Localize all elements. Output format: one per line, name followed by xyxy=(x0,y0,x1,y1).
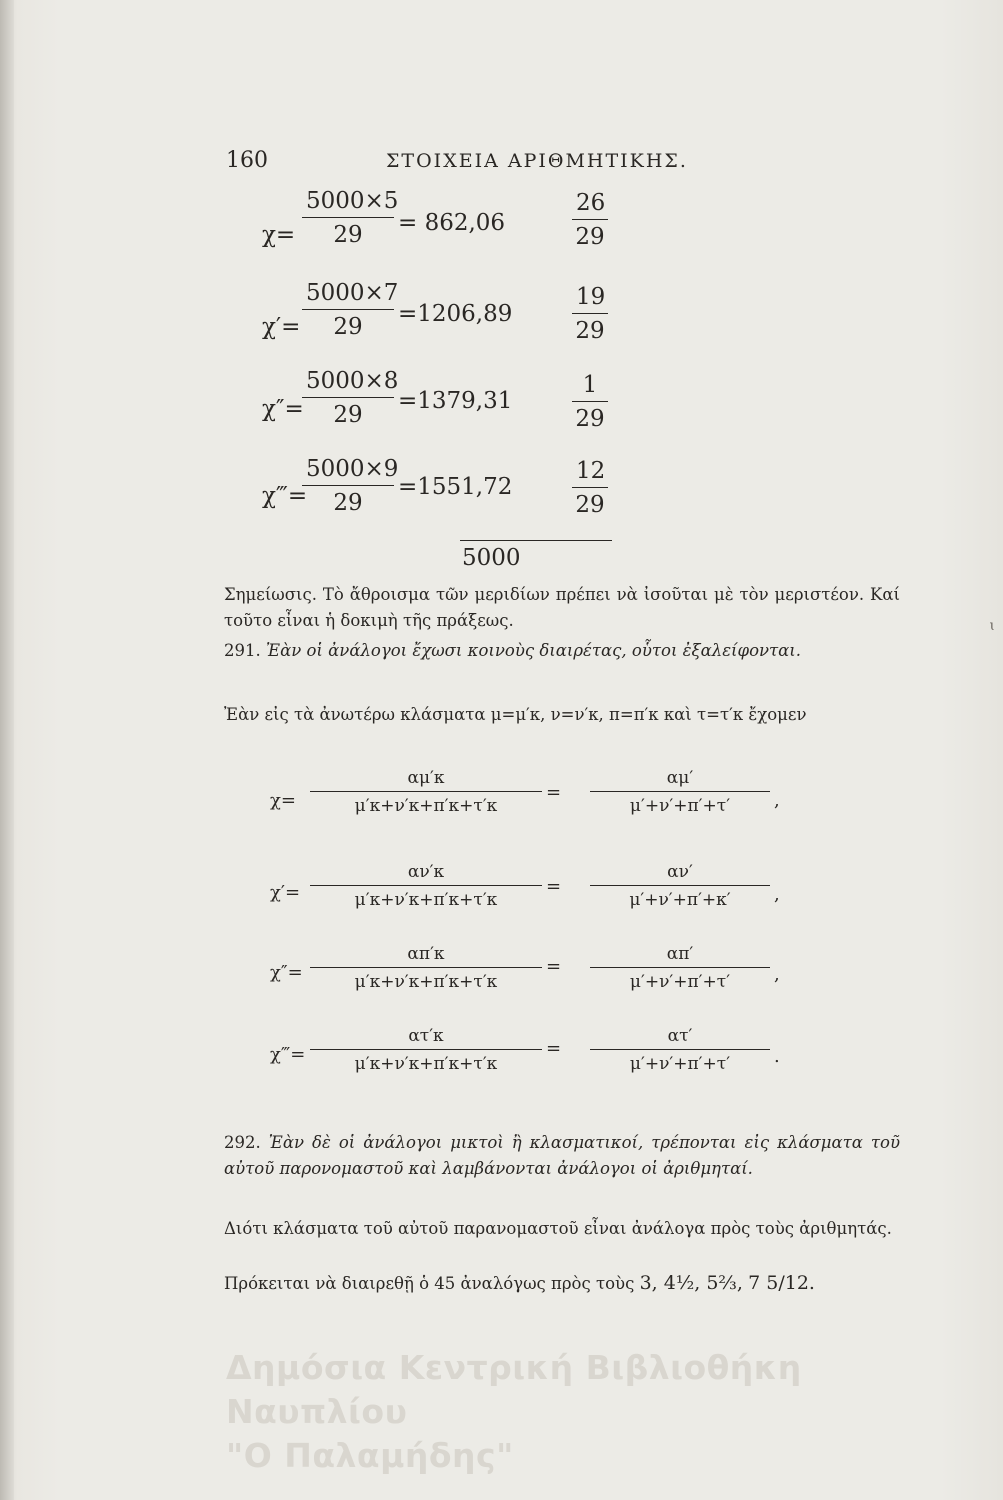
computation-fraction xyxy=(302,456,399,516)
fraction-numerator: απ′ xyxy=(666,944,694,964)
running-title: ΣΤΟΙΧΕΙΑ ΑΡΙΘΜΗΤΙΚΗΣ. xyxy=(386,150,688,172)
fraction-numerator: 5000×5 xyxy=(306,188,399,214)
fraction-numerator: αμ′κ xyxy=(407,768,445,788)
remainder-numerator: 12 xyxy=(576,458,606,484)
section-number: 291. xyxy=(224,641,261,660)
section-291-text: Ἐὰν εἰς τὰ ἀνωτέρω κλάσματα μ=μ′κ, ν=ν′κ, π=π′κ καὶ τ=τ′κ ἔχομεν xyxy=(224,705,807,724)
computation-result: =1551,72 xyxy=(398,474,513,500)
fraction-denominator: μ′+ν′+π′+τ′ xyxy=(590,1049,770,1073)
fraction-denominator: μ′κ+ν′κ+π′κ+τ′κ xyxy=(310,967,542,991)
formula-fraction-right xyxy=(590,770,770,815)
computation-fraction xyxy=(302,368,399,428)
remainder-numerator: 19 xyxy=(576,284,606,310)
page-number: 160 xyxy=(226,148,268,173)
margin-mark: ɩ xyxy=(989,618,995,634)
section-title: Ἐὰν οἱ ἀνάλογοι ἔχωσι κοινοὺς διαιρέτας, οὗτοι ἐξαλείφονται. xyxy=(266,641,802,660)
formula-lhs: χ′= xyxy=(270,882,301,903)
computation-remainder xyxy=(572,460,608,517)
fraction-denominator: μ′+ν′+π′+τ′ xyxy=(590,967,770,991)
formula-lhs: χ‴= xyxy=(270,1044,306,1065)
formula-equals: = xyxy=(546,1038,562,1059)
computation-lhs: χ″= xyxy=(262,396,304,422)
fraction-denominator: μ′κ+ν′κ+π′κ+τ′κ xyxy=(310,791,542,815)
computation-lhs: χ′= xyxy=(262,314,301,340)
formula-fraction-right xyxy=(590,864,770,909)
fraction-denominator: μ′κ+ν′κ+π′κ+τ′κ xyxy=(310,1049,542,1073)
fraction-numerator: 5000×9 xyxy=(306,456,399,482)
remainder-denominator: 29 xyxy=(572,401,608,431)
page-binding-edge xyxy=(0,0,14,1500)
computation-remainder xyxy=(572,192,608,249)
problem-values: 3, 4½, 5⅔, xyxy=(639,1272,743,1294)
library-watermark xyxy=(226,1346,986,1478)
formula-lhs: χ= xyxy=(270,790,296,811)
formula-fraction-right xyxy=(590,946,770,991)
computation-result: =1206,89 xyxy=(398,301,513,327)
fraction-denominator: μ′+ν′+π′+κ′ xyxy=(590,885,770,909)
note-paragraph: Σημείωσις. Τὸ ἄθροισμα τῶν μεριδίων πρέπει νὰ ἰσοῦται μὲ τὸν μεριστέον. Καί τοῦτο εἶναι ἡ δοκιμὴ τῆς πράξεως. xyxy=(224,585,900,630)
formula-fraction-left xyxy=(310,864,542,909)
fraction-denominator: μ′κ+ν′κ+π′κ+τ′κ xyxy=(310,885,542,909)
remainder-denominator: 29 xyxy=(572,487,608,517)
remainder-numerator: 1 xyxy=(582,372,598,398)
sum-total: 5000 xyxy=(462,545,521,571)
formula-lhs: χ″= xyxy=(270,962,303,983)
formula-equals: = xyxy=(546,782,562,803)
sum-rule xyxy=(460,540,612,541)
problem-text: Πρόκειται νὰ διαιρεθῇ ὁ 45 ἀναλόγως πρὸς τοὺς xyxy=(224,1274,635,1293)
formula-fraction-left xyxy=(310,946,542,991)
watermark-line-2: "Ο Παλαμήδης" xyxy=(226,1436,514,1475)
computation-remainder xyxy=(572,374,608,431)
remainder-numerator: 26 xyxy=(576,190,606,216)
section-292 xyxy=(224,1130,900,1182)
fraction-denominator: μ′+ν′+π′+τ′ xyxy=(590,791,770,815)
section-292-text: Διότι κλάσματα τοῦ αὐτοῦ παρανομαστοῦ εἶναι ἀνάλογα πρὸς τοὺς ἀριθμητάς. xyxy=(224,1219,892,1238)
remainder-denominator: 29 xyxy=(572,219,608,249)
formula-equals: = xyxy=(546,956,562,977)
fraction-denominator: 29 xyxy=(302,485,394,515)
formula-punctuation: , xyxy=(774,790,780,811)
fraction-numerator: αν′κ xyxy=(407,862,445,882)
fraction-denominator: 29 xyxy=(302,397,394,427)
section-291 xyxy=(224,638,900,664)
section-title: Ἐὰν δὲ οἱ ἀνάλογοι μικτοὶ ἢ κλασματικοί, τρέπονται εἰς κλάσματα τοῦ αὐτοῦ παρονομαστοῦ καὶ λαμβάνονται ἀνάλογοι οἱ ἀριθμηταί. xyxy=(224,1133,900,1178)
formula-equals: = xyxy=(546,876,562,897)
computation-result: = 862,06 xyxy=(398,210,506,236)
formula-punctuation: . xyxy=(774,1046,780,1067)
problem-last-value: 7 5/12. xyxy=(748,1272,815,1294)
fraction-numerator: 5000×8 xyxy=(306,368,399,394)
formula-punctuation: , xyxy=(774,884,780,905)
computation-remainder xyxy=(572,286,608,343)
formula-fraction-left xyxy=(310,1028,542,1073)
fraction-numerator: ατ′ xyxy=(667,1026,693,1046)
fraction-numerator: απ′κ xyxy=(407,944,445,964)
fraction-numerator: αν′ xyxy=(667,862,693,882)
formula-fraction-right xyxy=(590,1028,770,1073)
section-292-problem xyxy=(224,1270,900,1297)
formula-fraction-left xyxy=(310,770,542,815)
remainder-denominator: 29 xyxy=(572,313,608,343)
fraction-denominator: 29 xyxy=(302,309,394,339)
computation-fraction xyxy=(302,280,399,340)
computation-result: =1379,31 xyxy=(398,388,513,414)
watermark-line-1: Δημόσια Κεντρική Βιβλιοθήκη Ναυπλίου xyxy=(226,1348,802,1431)
fraction-denominator: 29 xyxy=(302,217,394,247)
computation-lhs: χ= xyxy=(262,222,296,248)
fraction-numerator: αμ′ xyxy=(666,768,694,788)
computation-fraction xyxy=(302,188,399,248)
computation-lhs: χ‴= xyxy=(262,483,308,509)
fraction-numerator: 5000×7 xyxy=(306,280,399,306)
fraction-numerator: ατ′κ xyxy=(408,1026,444,1046)
formula-punctuation: , xyxy=(774,964,780,985)
section-number: 292. xyxy=(224,1133,261,1152)
